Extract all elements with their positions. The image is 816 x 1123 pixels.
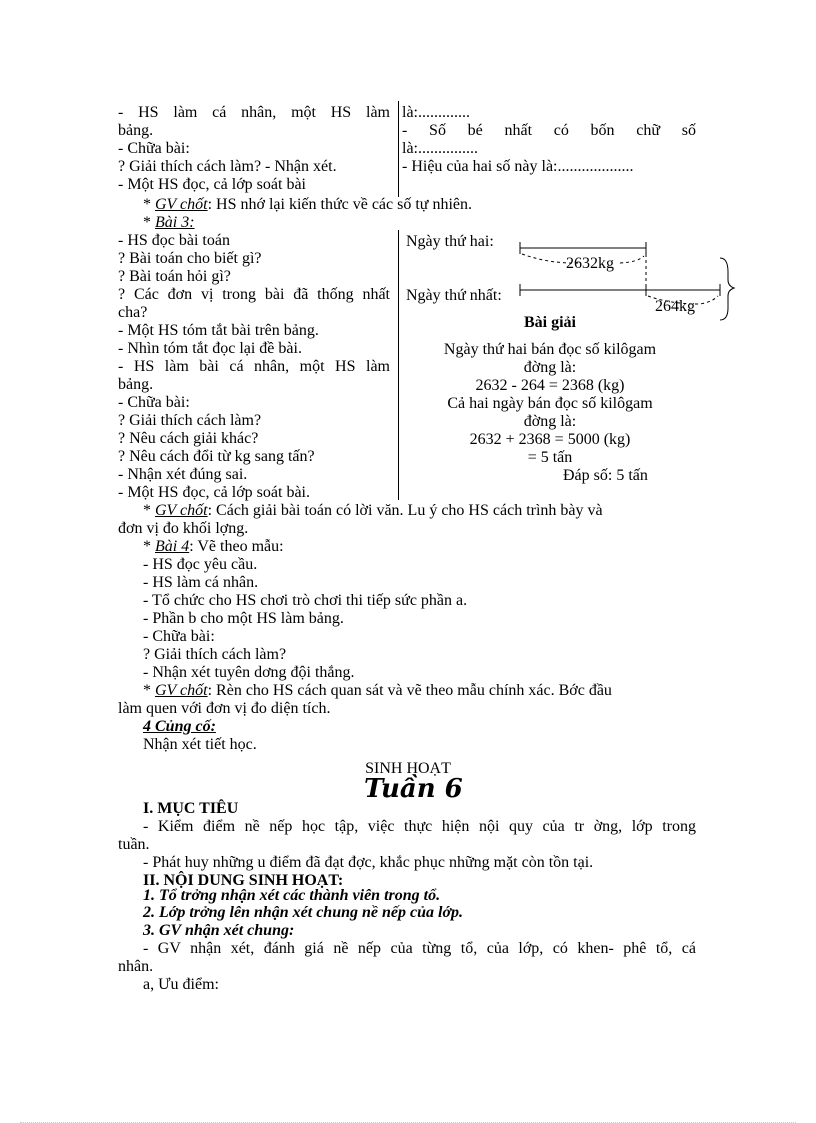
mid-left-line-10: - Chữa bài: — [118, 394, 190, 411]
solution-line-2: đờng là: — [523, 359, 577, 376]
bai4-line-4: - Phần b cho một HS làm bảng. — [143, 610, 344, 627]
bai4-text: : Vẽ theo mẫu: — [189, 538, 284, 555]
solution-title: Bài giải — [523, 314, 576, 331]
total-brace — [720, 258, 734, 320]
noi-dung-item-1: 1. Tổ trởng nhận xét các thành viên trong tổ. — [143, 887, 441, 904]
noi-dung-item-2: 2. Lớp trởng lên nhận xét chung nề nếp của lớp. — [143, 904, 464, 921]
top-right-line-2: - Số bé nhất có bốn chữ số — [402, 122, 696, 139]
gv-chot-2-line-2: đơn vị đo khối lợng. — [118, 520, 249, 537]
bai3-heading: * Bài 3: — [143, 214, 195, 231]
gv-chot-1-text: : HS nhớ lại kiến thức về các số tự nhiên. — [207, 196, 473, 213]
solution-line-6: 2632 + 2368 = 5000 (kg) — [469, 431, 631, 448]
bai4-line-6: ? Giải thích cách làm? — [143, 646, 287, 663]
mid-left-line-14: - Nhận xét đúng sai. — [118, 466, 248, 483]
column-divider-top — [398, 101, 399, 197]
mid-left-line-7: - Nhìn tóm tắt đọc lại đề bài. — [118, 340, 302, 357]
solution-line-4: Cả hai ngày bán đọc số kilôgam — [447, 395, 653, 412]
cung-co-text: Nhận xét tiết học. — [143, 736, 257, 753]
bai4-line-7: - Nhận xét tuyên dơng đội thắng. — [143, 664, 355, 681]
bai4-line-3: - Tổ chức cho HS chơi trò chơi thi tiếp sức phần a. — [143, 592, 468, 609]
top-right-line-4: - Hiệu của hai số này là:................... — [402, 158, 634, 175]
solution-line-1: Ngày thứ hai bán đọc số kilôgam — [443, 341, 657, 358]
week-title: Tuần 6 — [364, 774, 463, 804]
bai3-label: Bài 3: — [155, 214, 195, 231]
mid-left-line-3: ? Bài toán hỏi gì? — [118, 268, 231, 285]
noi-dung-line-2: a, Ưu điểm: — [143, 976, 219, 993]
cung-co-heading: 4 Củng cố: — [143, 718, 216, 735]
muc-tieu-line-1: - Kiểm điểm nề nếp học tập, việc thực hiện nội quy của tr ờng, lớp trong — [143, 818, 696, 835]
mid-left-line-12: ? Nêu cách giải khác? — [118, 430, 259, 447]
day2-label: Ngày thứ hai: — [406, 233, 494, 250]
solution-line-5: đờng là: — [523, 413, 577, 430]
muc-tieu-line-1b: tuần. — [118, 836, 150, 853]
muc-tieu-heading: I. MỤC TIÊU — [143, 800, 239, 817]
top-left-line-2: bảng. — [118, 122, 154, 139]
top-right-line-3: là:............... — [402, 140, 478, 157]
bai4-line-5: - Chữa bài: — [143, 628, 215, 645]
mid-left-line-13: ? Nêu cách đổi từ kg sang tấn? — [118, 448, 315, 465]
gv-chot-1-label: GV chốt — [155, 196, 208, 213]
bai4-label: Bài 4 — [155, 538, 190, 555]
top-left-line-5: - Một HS đọc, cả lớp soát bài — [118, 176, 306, 193]
gv-chot-2-text: : Cách giải bài toán có lời văn. Lu ý cho HS cách trình bày và — [207, 502, 603, 519]
summary-diagram — [500, 228, 740, 328]
mid-left-line-1: - HS đọc bài toán — [118, 232, 230, 249]
noi-dung-line-1b: nhân. — [118, 958, 154, 975]
noi-dung-heading: II. NỘI DUNG SINH HOẠT: — [143, 872, 344, 889]
muc-tieu-line-2: - Phát huy những u điểm đã đạt đợc, khắc phục những mặt còn tồn tại. — [143, 854, 594, 871]
mid-left-line-2: ? Bài toán cho biết gì? — [118, 250, 262, 267]
bai4-line-2: - HS làm cá nhân. — [143, 574, 259, 591]
top-left-line-1: - HS làm cá nhân, một HS làm — [118, 104, 390, 121]
gv-chot-2: * GV chốt: Cách giải bài toán có lời văn. Lu ý cho HS cách trình bày và — [143, 502, 603, 519]
column-divider-mid — [398, 230, 399, 500]
mid-left-line-15: - Một HS đọc, cả lớp soát bài. — [118, 484, 310, 501]
value-2632: 2632kg — [566, 255, 614, 272]
bai4-line-1: - HS đọc yêu cầu. — [143, 556, 258, 573]
mid-left-line-5: cha? — [118, 304, 148, 321]
solution-answer: Đáp số: 5 tấn — [563, 467, 648, 484]
sinh-hoat-title: SINH HOẠT — [365, 760, 451, 777]
mid-left-line-11: ? Giải thích cách làm? — [118, 412, 262, 429]
mid-left-line-8: - HS làm bài cá nhân, một HS làm — [118, 358, 390, 375]
top-left-line-3: - Chữa bài: — [118, 140, 190, 157]
mid-left-line-4: ? Các đơn vị trong bài đã thống nhất — [118, 286, 390, 303]
noi-dung-item-3: 3. GV nhận xét chung: — [143, 922, 295, 939]
solution-line-3: 2632 - 264 = 2368 (kg) — [475, 377, 625, 394]
day1-label: Ngày thứ nhất: — [406, 287, 502, 304]
gv-chot-3-line-2: làm quen với đơn vị đo diện tích. — [118, 700, 331, 717]
value-264: 264kg — [655, 298, 695, 315]
gv-chot-3: * GV chốt: Rèn cho HS cách quan sát và vẽ theo mẫu chính xác. Bớc đầu — [143, 682, 612, 699]
gv-chot-2-label: GV chốt — [155, 502, 208, 519]
noi-dung-line-1: - GV nhận xét, đánh giá nề nếp của từng tổ, của lớp, có khen- phê tổ, cá — [143, 940, 696, 957]
top-right-line-1: là:............. — [402, 104, 470, 121]
gv-chot-1: * GV chốt: HS nhớ lại kiến thức về các số tự nhiên. — [143, 196, 473, 213]
solution-line-7: = 5 tấn — [527, 449, 573, 466]
top-left-line-4: ? Giải thích cách làm? - Nhận xét. — [118, 158, 337, 175]
day2-brace-dashed-right — [620, 256, 644, 263]
mid-left-line-9: bảng. — [118, 376, 154, 393]
bai4-heading: * Bài 4: Vẽ theo mẫu: — [143, 538, 284, 555]
mid-left-line-6: - Một HS tóm tắt bài trên bảng. — [118, 322, 319, 339]
gv-chot-3-text: : Rèn cho HS cách quan sát và vẽ theo mẫu chính xác. Bớc đầu — [207, 682, 612, 699]
gv-chot-3-label: GV chốt — [155, 682, 208, 699]
